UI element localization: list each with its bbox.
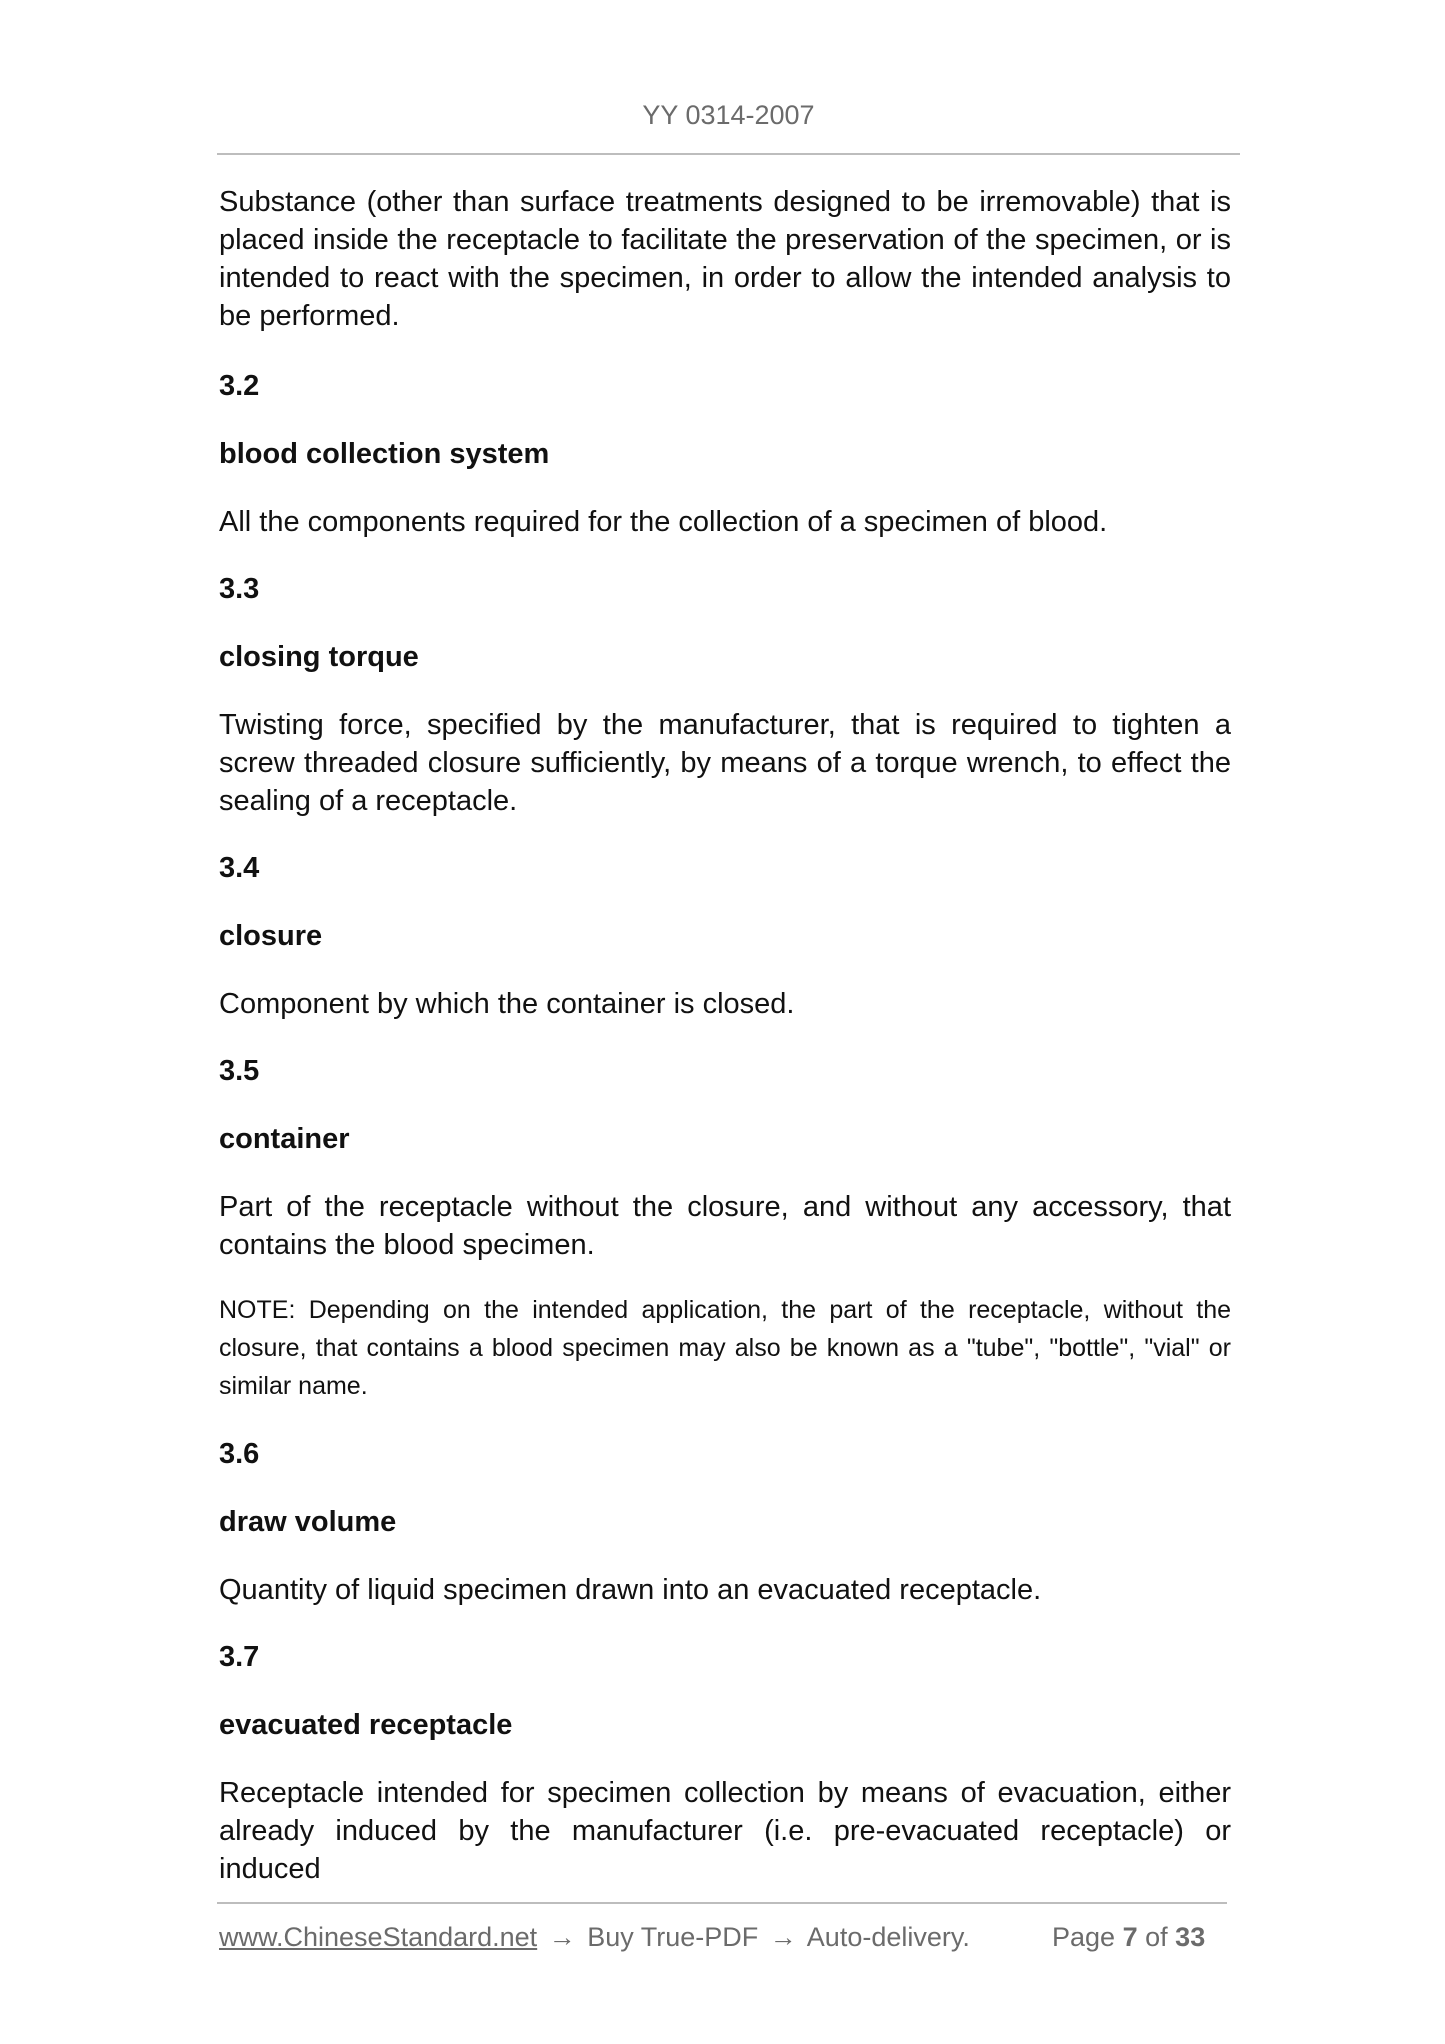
term-container: container xyxy=(219,1123,350,1155)
auto-delivery-text: Auto-delivery. xyxy=(806,1922,970,1952)
page-indicator xyxy=(1052,1922,1205,1953)
definition-3-3: Twisting force, specified by the manufacturer, that is required to tighten a screw threaded closure sufficiently, by means of a torque wrench, to effect the sealing of a receptacle. xyxy=(219,709,1231,817)
document-header: YY 0314-2007 xyxy=(642,100,815,130)
arrow-right-icon: → xyxy=(548,1922,576,1952)
section-number-3-7: 3.7 xyxy=(219,1641,260,1673)
arrow-right-icon: → xyxy=(769,1922,797,1952)
term-evacuated-receptacle: evacuated receptacle xyxy=(219,1709,513,1741)
section-number-3-5: 3.5 xyxy=(219,1055,260,1087)
of-label: of xyxy=(1145,1922,1168,1952)
header-divider xyxy=(217,153,1240,155)
term-draw-volume: draw volume xyxy=(219,1506,397,1538)
term-blood-collection-system: blood collection system xyxy=(219,438,550,470)
section-number-3-6: 3.6 xyxy=(219,1438,260,1470)
section-number-3-2: 3.2 xyxy=(219,370,260,402)
website-link[interactable]: www.ChineseStandard.net xyxy=(219,1922,538,1952)
current-page-number: 7 xyxy=(1122,1922,1138,1952)
term-closure: closure xyxy=(219,920,323,952)
page-label: Page xyxy=(1052,1922,1116,1952)
definition-3-7: Receptacle intended for specimen collection by means of evacuation, either already induced by the manufacturer (i.e. pre-evacuated receptacle) or induced xyxy=(219,1777,1231,1885)
definition-3-2: All the components required for the collection of a specimen of blood. xyxy=(219,506,1108,538)
footer-divider xyxy=(217,1902,1227,1904)
intro-paragraph: Substance (other than surface treatments designed to be irremovable) that is placed inside the receptacle to facilitate the preservation of the specimen, or is intended to react with the specimen, in order to allow the intended analysis to be performed. xyxy=(219,186,1231,332)
section-number-3-3: 3.3 xyxy=(219,573,260,605)
section-number-3-4: 3.4 xyxy=(219,852,260,884)
note-3-5: NOTE: Depending on the intended application, the part of the receptacle, without the closure, that contains a blood specimen may also be known as a "tube", "bottle", "vial" or similar name. xyxy=(219,1296,1231,1400)
footer-links xyxy=(219,1922,970,1953)
buy-true-pdf-text: Buy True-PDF xyxy=(587,1922,759,1952)
definition-3-6: Quantity of liquid specimen drawn into an evacuated receptacle. xyxy=(219,1574,1042,1606)
total-pages: 33 xyxy=(1175,1922,1206,1952)
definition-3-5: Part of the receptacle without the closure, and without any accessory, that contains the blood specimen. xyxy=(219,1191,1231,1261)
definition-3-4: Component by which the container is closed. xyxy=(219,988,795,1020)
term-closing-torque: closing torque xyxy=(219,641,419,673)
